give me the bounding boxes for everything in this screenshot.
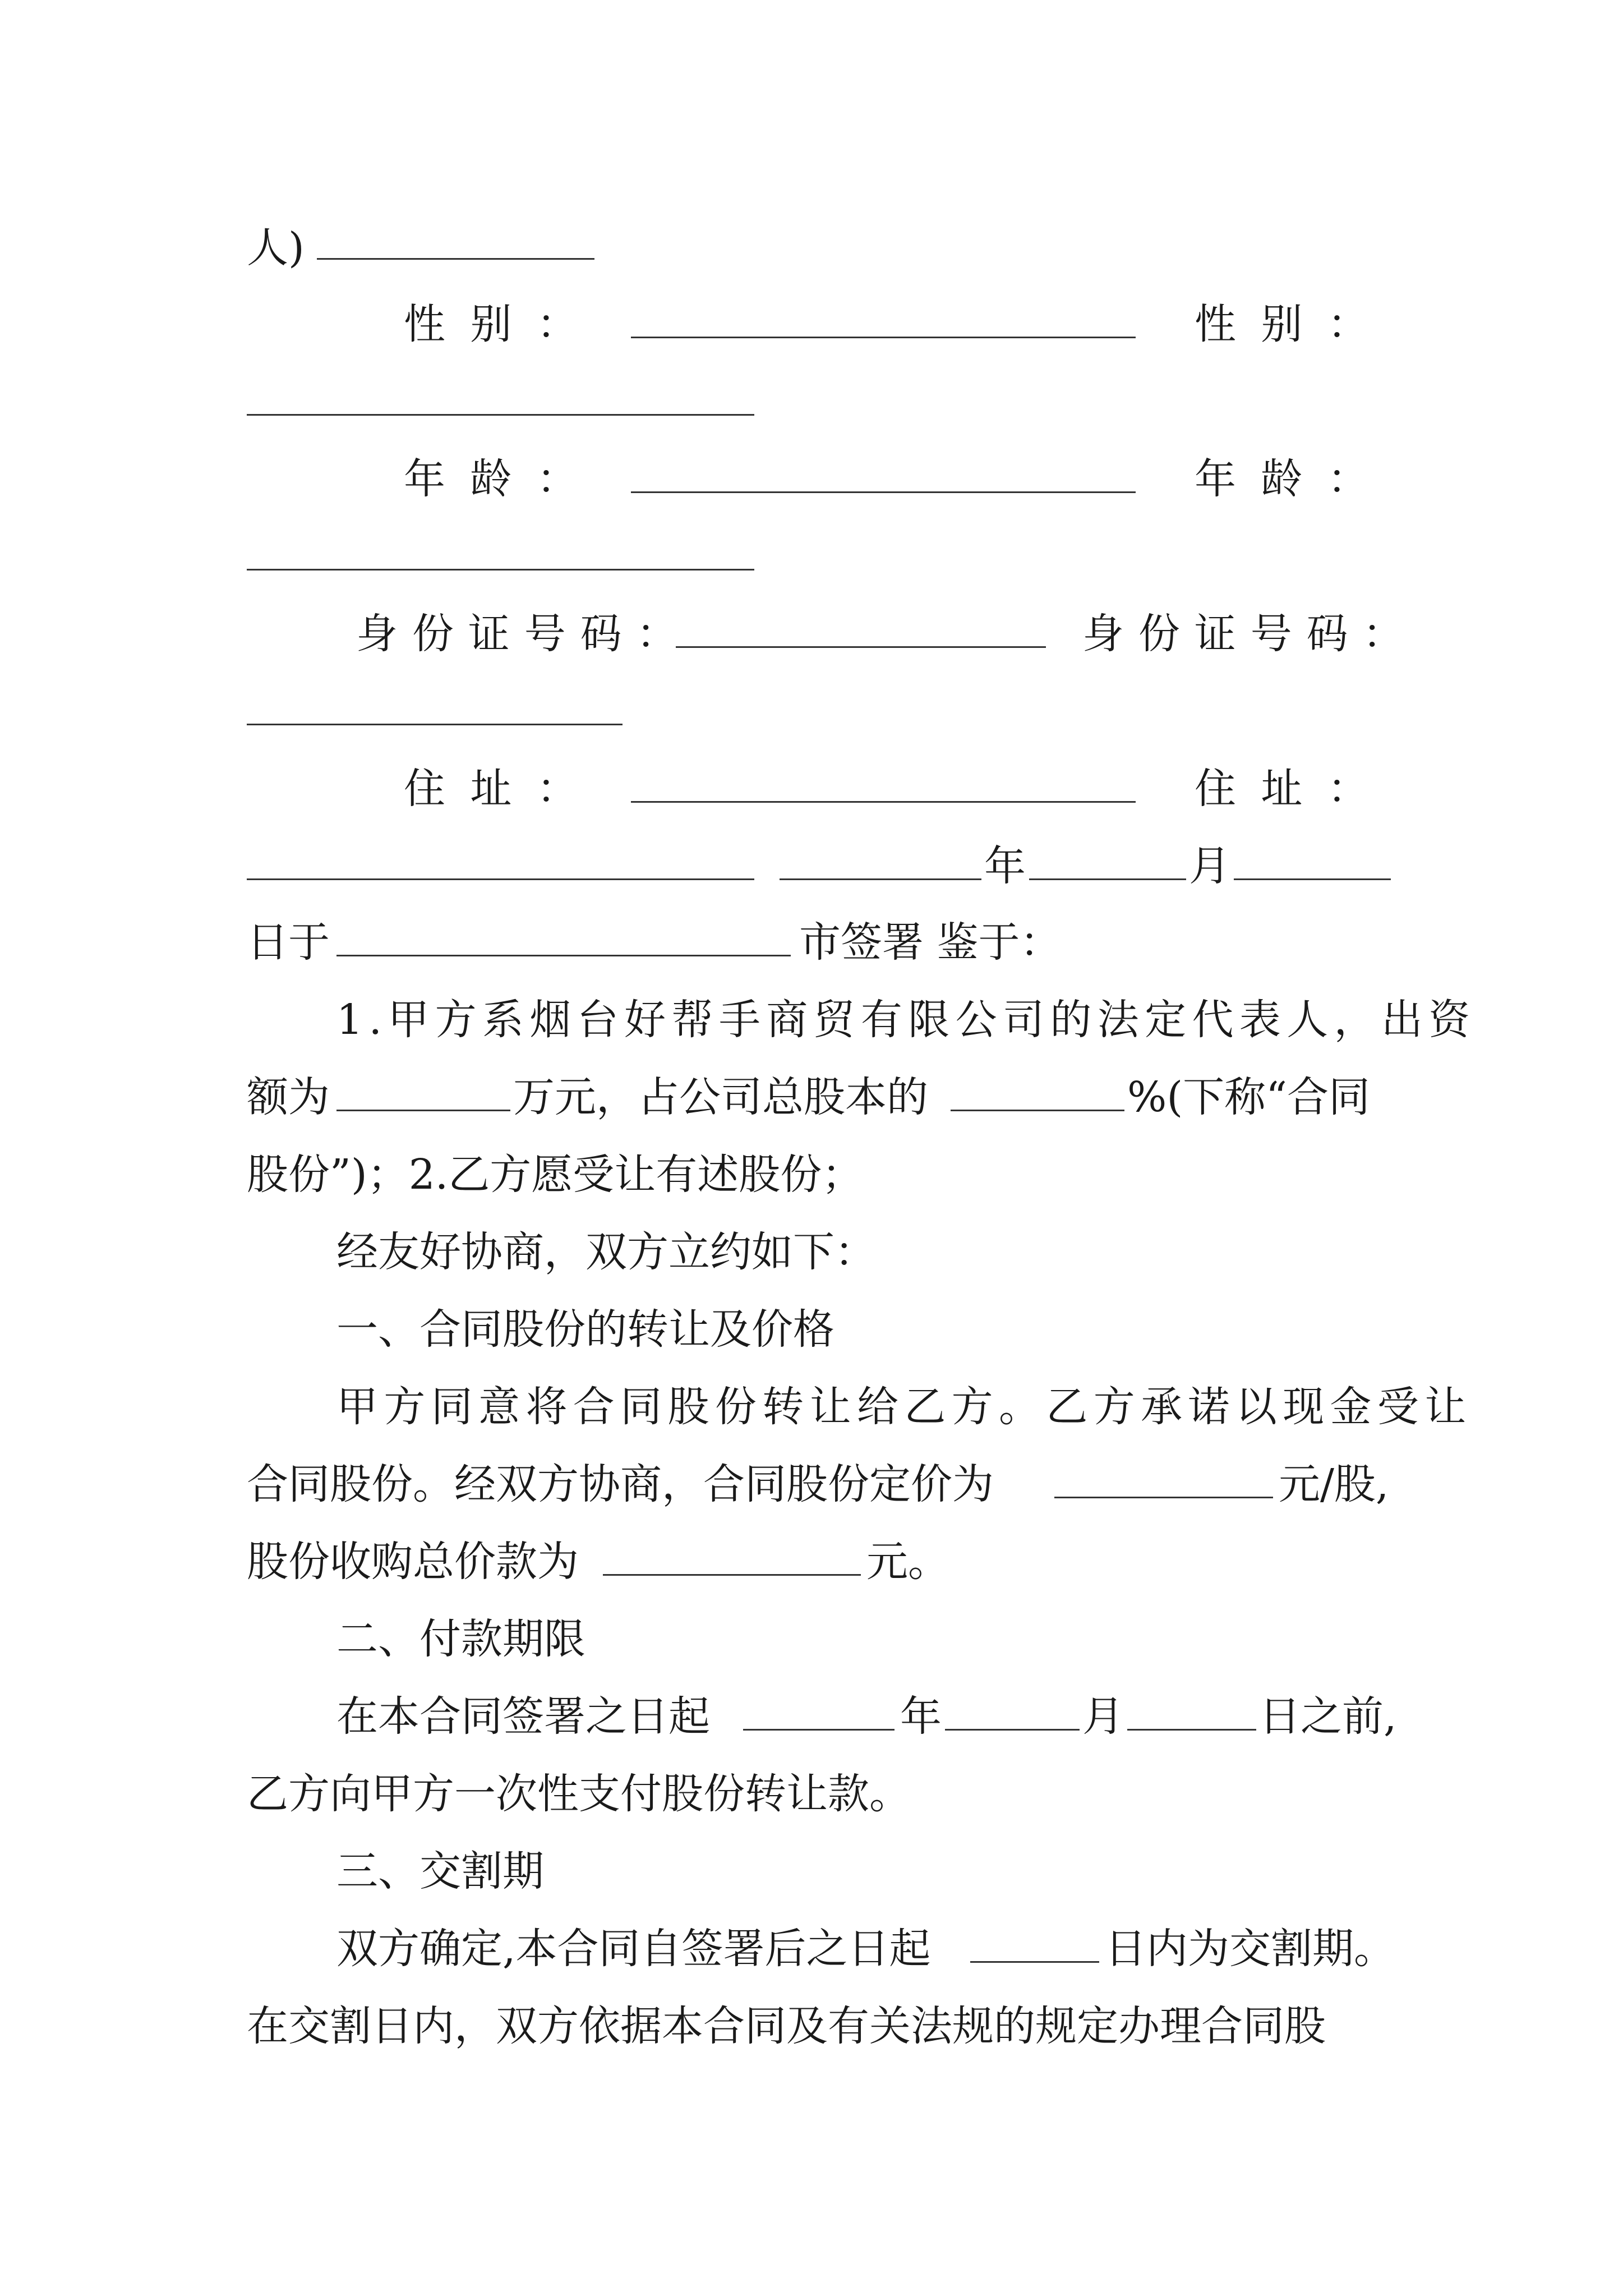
label-age-b: 年龄： — [1195, 455, 1394, 503]
text-line-18: 乙方向甲方一次性支付股份转让款。 — [247, 1770, 911, 1818]
text-line-8: 1.甲方系烟台好帮手商贸有限公司的法定代表人，出资 — [336, 996, 1476, 1044]
text-line-14b: 元/股, — [1279, 1460, 1389, 1508]
text-line-13: 甲方同意将合同股份转让给乙方。乙方承诺以现金受让 — [336, 1383, 1472, 1431]
text-line-14a: 合同股份。经双方协商，合同股份定价为 — [247, 1460, 994, 1508]
blank-field[interactable] — [970, 1961, 1099, 1963]
blank-field[interactable] — [247, 569, 754, 570]
text-year: 年 — [984, 842, 1026, 890]
text-line-7a: 日于 — [247, 918, 330, 967]
text-line-9c: %(下称“合同 — [1127, 1073, 1371, 1121]
blank-field[interactable] — [336, 955, 791, 956]
blank-field[interactable] — [1029, 878, 1186, 880]
text-line-9b: 万元，占公司总股本的 — [513, 1073, 928, 1121]
blank-field[interactable] — [780, 878, 981, 880]
blank-field[interactable] — [603, 1574, 861, 1576]
text-line-20b: 日内为交割期。 — [1105, 1925, 1395, 1973]
blank-field[interactable] — [631, 801, 1136, 803]
label-age-a: 年龄： — [404, 455, 603, 503]
label-address-a: 住址： — [404, 765, 603, 813]
blank-field[interactable] — [247, 414, 754, 416]
blank-field[interactable] — [676, 646, 1046, 648]
text-line-9a: 额为 — [247, 1073, 330, 1121]
blank-field[interactable] — [336, 1110, 510, 1111]
text-month: 月 — [1189, 842, 1230, 890]
label-address-b: 住址： — [1195, 765, 1394, 813]
text-line-20a: 双方确定,本合同自签署后之日起 — [336, 1925, 931, 1973]
blank-field[interactable] — [945, 1729, 1080, 1731]
section-heading-3: 三、交割期 — [336, 1847, 544, 1895]
text-line-17d: 日之前, — [1259, 1692, 1397, 1741]
label-gender-b: 性别： — [1195, 300, 1394, 348]
text-line-17b: 年 — [900, 1692, 942, 1741]
label-id-a: 身份证号码： — [356, 610, 693, 658]
blank-field[interactable] — [631, 337, 1136, 338]
text-line-21: 在交割日内，双方依据本合同及有关法规的规定办理合同股 — [247, 2002, 1326, 2050]
text-line-11: 经友好协商，双方立约如下： — [336, 1228, 876, 1276]
blank-field[interactable] — [247, 878, 754, 880]
section-heading-2: 二、付款期限 — [336, 1615, 585, 1663]
text-line-7b: 市签署 鉴于： — [799, 918, 1062, 967]
blank-field[interactable] — [317, 258, 594, 260]
text-line-10: 股份”)；2.乙方愿受让有述股份； — [247, 1151, 864, 1199]
blank-field[interactable] — [1234, 878, 1391, 880]
text-line-1: 人) — [247, 224, 305, 272]
blank-field[interactable] — [631, 491, 1136, 493]
text-line-17a: 在本合同签署之日起 — [336, 1692, 710, 1741]
text-line-15b: 元。 — [866, 1538, 949, 1586]
blank-field[interactable] — [1054, 1497, 1273, 1498]
blank-field[interactable] — [951, 1110, 1124, 1111]
section-heading-1: 一、合同股份的转让及价格 — [336, 1305, 834, 1354]
label-id-b: 身份证号码： — [1082, 610, 1419, 658]
blank-field[interactable] — [247, 724, 623, 725]
label-gender-a: 性别： — [404, 300, 603, 348]
blank-field[interactable] — [743, 1729, 895, 1731]
text-line-15a: 股份收购总价款为 — [247, 1538, 579, 1586]
blank-field[interactable] — [1127, 1729, 1256, 1731]
text-line-17c: 月 — [1082, 1692, 1124, 1741]
